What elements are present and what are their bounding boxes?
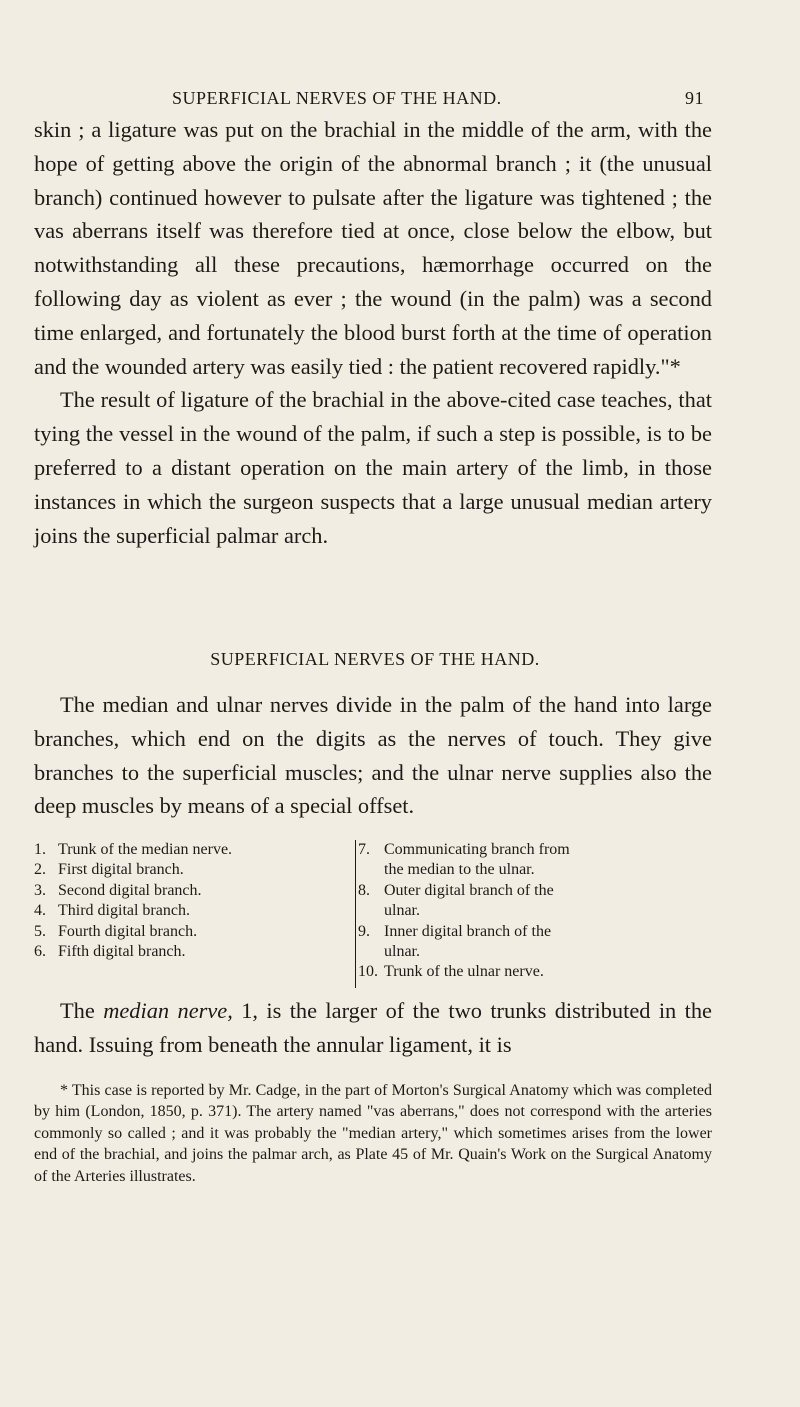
legend-item (358, 881, 714, 901)
legend-text: Inner digital branch of the (384, 922, 552, 940)
legend-item (358, 922, 714, 942)
continued-paragraph: skin ; a ligature was put on the brachial in the middle of the arm, with the hope of getting above the origin of the abnormal branch ; it (the unusual branch) continued however to pulsate after the ligature was tightened ; the vas aberrans itself was therefore tied at once, close below the elbow, but notwithstanding all these precautions, hæmorrhage occurred on the following day as violent as ever ; the wound (in the palm) was a second time enlarged, and fortunately the blood burst forth at the time of operation and the wounded artery was easily tied : the patient recovered rapidly."* (34, 117, 712, 379)
paragraph-rest: 1, is the larger of the two trunks distributed in the hand. Issuing from beneath the annular ligament, it is (34, 998, 712, 1057)
legend-divider (355, 840, 356, 988)
footnote (34, 1080, 712, 1187)
page-number: 91 (685, 88, 704, 108)
result-paragraph: The result of ligature of the brachial in the above-cited case teaches, that tying the vessel in the wound of the palm, if such a step is possible, is to be preferred to a distant operation on the main artery of the limb, in those instances in which the surgeon suspects that a large unusual median artery joins the superficial palmar arch. (34, 387, 712, 548)
intro-section (34, 688, 712, 823)
legend-left-column (34, 840, 324, 962)
median-nerve-paragraph (34, 994, 712, 1062)
legend-text: Communicating branch from (384, 841, 570, 858)
legend-continuation: ulnar. (384, 902, 420, 920)
legend-continuation: the median to the ulnar. (384, 861, 535, 879)
legend-number: 3. (34, 881, 46, 899)
running-title: SUPERFICIAL NERVES OF THE HAND. (172, 88, 502, 108)
legend-number: 6. (34, 943, 46, 961)
legend-continuation: ulnar. (384, 943, 420, 961)
legend-number: 1. (34, 841, 46, 858)
body-text (34, 113, 712, 552)
legend-item (358, 840, 714, 860)
legend-text: Fourth digital branch. (58, 922, 198, 940)
legend-text: Third digital branch. (58, 902, 190, 920)
italic-term: median nerve, (103, 998, 233, 1023)
footnote-text: * This case is reported by Mr. Cadge, in the part of Morton's Surgical Anatomy which was completed by him (London, 1850, p. 371). The artery named "vas aberrans," does not correspond with the arteries commonly so called ; and it was probably the "median artery," which sometimes arises from the lower end of the brachial, and joins the palmar arch, as Plate 45 of Mr. Quain's Work on the Surgical Anatomy of the Arteries illustrates. (34, 1082, 712, 1185)
legend-number: 5. (34, 922, 46, 940)
legend-number: 10. (358, 963, 378, 981)
legend-right-column (358, 840, 714, 983)
legend-item (34, 922, 324, 942)
legend-item (34, 840, 324, 860)
figure-legend (34, 840, 712, 987)
legend-text: First digital branch. (58, 861, 184, 879)
legend-text: Outer digital branch of the (384, 881, 554, 899)
legend-number: 7. (358, 841, 370, 858)
legend-number: 9. (358, 922, 370, 940)
section-heading: SUPERFICIAL NERVES OF THE HAND. (210, 649, 540, 669)
legend-item (34, 881, 324, 901)
legend-item (34, 901, 324, 921)
legend-text: Fifth digital branch. (58, 943, 186, 961)
legend-number: 2. (34, 861, 46, 879)
legend-number: 8. (358, 881, 370, 899)
intro-paragraph: The median and ulnar nerves divide in the palm of the hand into large branches, which end on the digits as the nerves of touch. They give branches to the superficial muscles; and the ulnar nerve supplies also the deep muscles by means of a special offset. (34, 692, 712, 819)
legend-item (34, 860, 324, 880)
legend-text: Trunk of the ulnar nerve. (384, 963, 544, 981)
legend-text: Second digital branch. (58, 881, 202, 899)
legend-item (358, 962, 714, 982)
legend-number: 4. (34, 902, 46, 920)
median-nerve-section (34, 994, 712, 1062)
legend-item (34, 942, 324, 962)
paragraph-lead: The (60, 998, 104, 1023)
legend-text: Trunk of the median nerve. (58, 841, 233, 858)
